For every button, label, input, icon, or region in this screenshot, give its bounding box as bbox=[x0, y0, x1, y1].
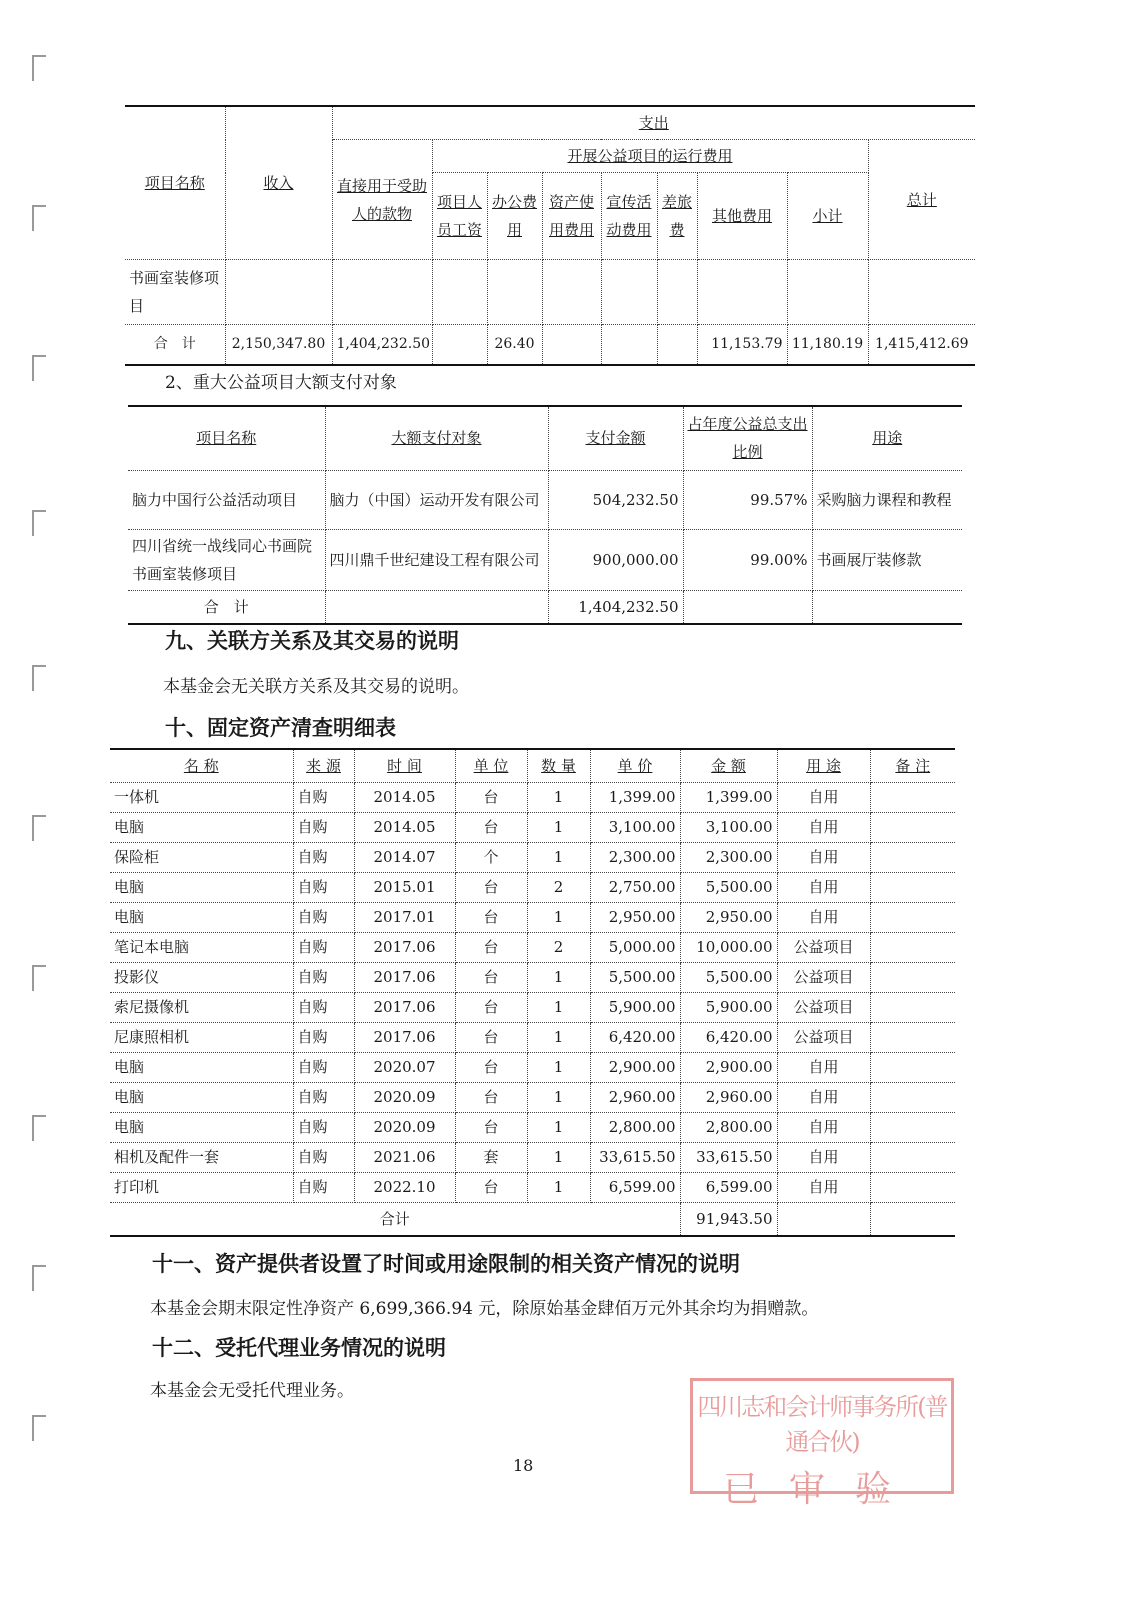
section10-title: 十、固定资产清查明细表 bbox=[165, 715, 396, 740]
binding-mark bbox=[32, 205, 46, 231]
binding-mark bbox=[32, 510, 46, 536]
section2-title: 2、重大公益项目大额支付对象 bbox=[165, 373, 397, 393]
column-header: 用途 bbox=[812, 406, 962, 470]
large-payment-table bbox=[128, 405, 962, 625]
header-opex: 开展公益项目的运行费用 bbox=[432, 140, 868, 173]
table-row bbox=[110, 813, 955, 843]
section12-text: 本基金会无受托代理业务。 bbox=[150, 1381, 354, 1401]
total-label: 合 计 bbox=[128, 590, 325, 624]
table-cell: 1 bbox=[527, 1113, 590, 1143]
table-cell: 自购 bbox=[293, 1083, 354, 1113]
table-cell: 99.00% bbox=[683, 529, 812, 590]
table-cell: 公益项目 bbox=[777, 1023, 870, 1053]
table-row bbox=[110, 783, 955, 813]
section11-title: 十一、资产提供者设置了时间或用途限制的相关资产情况的说明 bbox=[152, 1251, 740, 1276]
table-cell: 1 bbox=[527, 843, 590, 873]
table-cell: 电脑 bbox=[110, 1113, 293, 1143]
table-cell: 2022.10 bbox=[354, 1173, 455, 1203]
section12-title: 十二、受托代理业务情况的说明 bbox=[152, 1335, 446, 1360]
table-cell: 台 bbox=[455, 933, 527, 963]
table-cell: 5,000.00 bbox=[590, 933, 680, 963]
binding-mark bbox=[32, 815, 46, 841]
table-cell: 33,615.50 bbox=[680, 1143, 777, 1173]
table-cell: 电脑 bbox=[110, 813, 293, 843]
table-cell: 2020.09 bbox=[354, 1083, 455, 1113]
table-cell: 2015.01 bbox=[354, 873, 455, 903]
header-row bbox=[128, 406, 962, 470]
section11-text: 本基金会期末限定性净资产 6,699,366.94 元，除原始基金肆佰万元外其余均为捐赠款。 bbox=[150, 1299, 819, 1319]
header-total: 总计 bbox=[868, 140, 975, 260]
table-cell bbox=[870, 813, 955, 843]
table-cell: 台 bbox=[455, 963, 527, 993]
table-cell: 自购 bbox=[293, 873, 354, 903]
total-row bbox=[110, 1203, 955, 1237]
table-cell: 个 bbox=[455, 843, 527, 873]
table-cell: 2,960.00 bbox=[680, 1083, 777, 1113]
table-cell bbox=[870, 783, 955, 813]
table-cell: 2020.09 bbox=[354, 1113, 455, 1143]
table-cell: 1 bbox=[527, 1023, 590, 1053]
table-cell: 2,950.00 bbox=[590, 903, 680, 933]
table-cell: 33,615.50 bbox=[590, 1143, 680, 1173]
table-cell: 5,900.00 bbox=[590, 993, 680, 1023]
table-row bbox=[128, 470, 962, 529]
table-cell: 自购 bbox=[293, 1173, 354, 1203]
table-cell: 自购 bbox=[293, 843, 354, 873]
table-cell: 四川省统一战线同心书画院书画室装修项目 bbox=[128, 529, 325, 590]
table-cell: 电脑 bbox=[110, 903, 293, 933]
table-cell: 台 bbox=[455, 873, 527, 903]
table-cell: 四川鼎千世纪建设工程有限公司 bbox=[325, 529, 548, 590]
table-cell: 自购 bbox=[293, 783, 354, 813]
table-cell: 1 bbox=[527, 813, 590, 843]
table-cell: 自购 bbox=[293, 1053, 354, 1083]
table-cell: 自用 bbox=[777, 1113, 870, 1143]
table-cell: 504,232.50 bbox=[548, 470, 683, 529]
binding-mark bbox=[32, 1115, 46, 1141]
column-header: 备 注 bbox=[870, 749, 955, 783]
table-cell: 2,300.00 bbox=[590, 843, 680, 873]
table-cell: 台 bbox=[455, 813, 527, 843]
table-cell: 套 bbox=[455, 1143, 527, 1173]
table-cell: 5,500.00 bbox=[590, 963, 680, 993]
table-cell: 2,900.00 bbox=[680, 1053, 777, 1083]
table-cell bbox=[870, 843, 955, 873]
column-header: 单 位 bbox=[455, 749, 527, 783]
total-label: 合 计 bbox=[125, 325, 225, 365]
total-total: 1,415,412.69 bbox=[868, 325, 975, 365]
table-cell: 5,500.00 bbox=[680, 963, 777, 993]
table-row bbox=[110, 1053, 955, 1083]
table-cell: 1,399.00 bbox=[590, 783, 680, 813]
table-cell: 6,420.00 bbox=[680, 1023, 777, 1053]
total-subtotal: 11,180.19 bbox=[787, 325, 868, 365]
table-cell: 10,000.00 bbox=[680, 933, 777, 963]
table-row bbox=[110, 843, 955, 873]
header-subtotal: 小计 bbox=[787, 173, 868, 260]
total-income: 2,150,347.80 bbox=[225, 325, 332, 365]
column-header: 数 量 bbox=[527, 749, 590, 783]
table-cell: 公益项目 bbox=[777, 933, 870, 963]
header-salary: 项目人员工资 bbox=[432, 173, 487, 260]
table-cell: 打印机 bbox=[110, 1173, 293, 1203]
table-cell: 电脑 bbox=[110, 1053, 293, 1083]
table-cell: 2021.06 bbox=[354, 1143, 455, 1173]
table-cell: 自用 bbox=[777, 1173, 870, 1203]
column-header: 金 额 bbox=[680, 749, 777, 783]
table-cell: 1 bbox=[527, 1143, 590, 1173]
table-cell: 自用 bbox=[777, 813, 870, 843]
table-cell: 6,599.00 bbox=[680, 1173, 777, 1203]
total-other: 11,153.79 bbox=[697, 325, 787, 365]
binding-mark bbox=[32, 355, 46, 381]
table-cell bbox=[870, 903, 955, 933]
column-header: 名 称 bbox=[110, 749, 293, 783]
column-header: 占年度公益总支出比例 bbox=[683, 406, 812, 470]
table-cell: 2,300.00 bbox=[680, 843, 777, 873]
table-cell: 自用 bbox=[777, 1083, 870, 1113]
table-row bbox=[110, 933, 955, 963]
table-cell: 台 bbox=[455, 1173, 527, 1203]
table-cell: 自用 bbox=[777, 783, 870, 813]
header-promo: 宣传活动费用 bbox=[601, 173, 657, 260]
table-cell: 5,500.00 bbox=[680, 873, 777, 903]
table-cell: 1,399.00 bbox=[680, 783, 777, 813]
column-header: 用 途 bbox=[777, 749, 870, 783]
table-cell bbox=[870, 1023, 955, 1053]
table-cell: 6,599.00 bbox=[590, 1173, 680, 1203]
table-cell bbox=[870, 963, 955, 993]
table-cell: 脑力中国行公益活动项目 bbox=[128, 470, 325, 529]
column-header: 大额支付对象 bbox=[325, 406, 548, 470]
column-header: 来 源 bbox=[293, 749, 354, 783]
table-cell: 一体机 bbox=[110, 783, 293, 813]
table-cell: 2020.07 bbox=[354, 1053, 455, 1083]
table-cell: 脑力（中国）运动开发有限公司 bbox=[325, 470, 548, 529]
table-cell: 自购 bbox=[293, 963, 354, 993]
table-cell: 5,900.00 bbox=[680, 993, 777, 1023]
stamp-firm: 四川志和会计师事务所(普通合伙) bbox=[697, 1393, 947, 1456]
table-cell: 自购 bbox=[293, 933, 354, 963]
table-cell: 电脑 bbox=[110, 1083, 293, 1113]
table-cell: 2014.05 bbox=[354, 813, 455, 843]
total-amount: 91,943.50 bbox=[680, 1203, 777, 1237]
table-cell: 公益项目 bbox=[777, 993, 870, 1023]
header-direct: 直接用于受助人的款物 bbox=[332, 140, 432, 260]
header-travel: 差旅费 bbox=[657, 173, 697, 260]
table-cell: 公益项目 bbox=[777, 963, 870, 993]
total-direct: 1,404,232.50 bbox=[332, 325, 432, 365]
column-header: 单 价 bbox=[590, 749, 680, 783]
binding-mark bbox=[32, 665, 46, 691]
table-cell: 1 bbox=[527, 963, 590, 993]
binding-mark bbox=[32, 1415, 46, 1441]
table-cell: 1 bbox=[527, 1173, 590, 1203]
table-cell: 2017.06 bbox=[354, 933, 455, 963]
table-cell bbox=[870, 993, 955, 1023]
table-cell bbox=[870, 1083, 955, 1113]
table-cell: 台 bbox=[455, 903, 527, 933]
table-cell: 台 bbox=[455, 1053, 527, 1083]
project-expense-table bbox=[125, 105, 975, 366]
table-cell: 99.57% bbox=[683, 470, 812, 529]
header-other: 其他费用 bbox=[697, 173, 787, 260]
table-cell: 自用 bbox=[777, 843, 870, 873]
table-row bbox=[128, 529, 962, 590]
binding-mark bbox=[32, 55, 46, 81]
row-name: 书画室装修项目 bbox=[125, 260, 225, 325]
table-row bbox=[110, 1113, 955, 1143]
table-row bbox=[110, 1023, 955, 1053]
fixed-asset-table bbox=[110, 748, 955, 1237]
total-office: 26.40 bbox=[487, 325, 542, 365]
table-cell: 台 bbox=[455, 993, 527, 1023]
table-cell: 6,420.00 bbox=[590, 1023, 680, 1053]
header-expense: 支出 bbox=[332, 106, 975, 140]
table-cell: 索尼摄像机 bbox=[110, 993, 293, 1023]
table-cell: 自购 bbox=[293, 1113, 354, 1143]
table-cell: 2017.06 bbox=[354, 963, 455, 993]
table-cell: 2017.01 bbox=[354, 903, 455, 933]
table-cell: 笔记本电脑 bbox=[110, 933, 293, 963]
stamp-verified: 已审验 bbox=[722, 1469, 921, 1510]
table-cell: 书画展厅装修款 bbox=[812, 529, 962, 590]
total-row bbox=[128, 590, 962, 624]
table-cell: 2,900.00 bbox=[590, 1053, 680, 1083]
table-cell bbox=[870, 873, 955, 903]
table-row bbox=[110, 993, 955, 1023]
table-cell: 2 bbox=[527, 873, 590, 903]
table-cell: 2014.05 bbox=[354, 783, 455, 813]
table-cell bbox=[870, 1053, 955, 1083]
table-cell: 1 bbox=[527, 1083, 590, 1113]
table-cell: 自用 bbox=[777, 873, 870, 903]
table-cell: 自购 bbox=[293, 903, 354, 933]
total-label: 合计 bbox=[110, 1203, 680, 1237]
table-cell: 投影仪 bbox=[110, 963, 293, 993]
table-cell: 相机及配件一套 bbox=[110, 1143, 293, 1173]
table-cell bbox=[870, 1173, 955, 1203]
table-cell: 保险柜 bbox=[110, 843, 293, 873]
table-cell: 2,950.00 bbox=[680, 903, 777, 933]
table-cell bbox=[870, 933, 955, 963]
page-number: 18 bbox=[513, 1456, 534, 1475]
table-cell: 2 bbox=[527, 933, 590, 963]
table-cell: 自购 bbox=[293, 993, 354, 1023]
section9-title: 九、关联方关系及其交易的说明 bbox=[165, 628, 459, 653]
column-header: 项目名称 bbox=[128, 406, 325, 470]
table-cell: 电脑 bbox=[110, 873, 293, 903]
column-header: 时 间 bbox=[354, 749, 455, 783]
table-row bbox=[110, 903, 955, 933]
table-cell: 3,100.00 bbox=[590, 813, 680, 843]
table-cell: 采购脑力课程和教程 bbox=[812, 470, 962, 529]
table-cell: 2014.07 bbox=[354, 843, 455, 873]
table-cell: 台 bbox=[455, 1083, 527, 1113]
table-cell: 自用 bbox=[777, 903, 870, 933]
table-cell bbox=[870, 1143, 955, 1173]
table-cell: 3,100.00 bbox=[680, 813, 777, 843]
header-income: 收入 bbox=[225, 106, 332, 260]
header-office: 办公费用 bbox=[487, 173, 542, 260]
table-row bbox=[110, 1173, 955, 1203]
header-asset: 资产使用费用 bbox=[542, 173, 601, 260]
table-cell: 自购 bbox=[293, 1143, 354, 1173]
table-row bbox=[110, 1083, 955, 1113]
table-cell: 2017.06 bbox=[354, 993, 455, 1023]
table-cell: 2,800.00 bbox=[590, 1113, 680, 1143]
table-cell bbox=[870, 1113, 955, 1143]
table-cell: 1 bbox=[527, 903, 590, 933]
column-header: 支付金额 bbox=[548, 406, 683, 470]
table-cell: 自购 bbox=[293, 813, 354, 843]
binding-mark bbox=[32, 965, 46, 991]
table-cell: 台 bbox=[455, 1023, 527, 1053]
table-row bbox=[110, 1143, 955, 1173]
table-row bbox=[110, 963, 955, 993]
table-cell: 自用 bbox=[777, 1143, 870, 1173]
section9-text: 本基金会无关联方关系及其交易的说明。 bbox=[163, 677, 469, 697]
table-cell: 2,960.00 bbox=[590, 1083, 680, 1113]
total-amount: 1,404,232.50 bbox=[548, 590, 683, 624]
table-cell: 1 bbox=[527, 1053, 590, 1083]
table-cell: 自用 bbox=[777, 1053, 870, 1083]
table-cell: 台 bbox=[455, 783, 527, 813]
table-cell: 自购 bbox=[293, 1023, 354, 1053]
table-cell: 台 bbox=[455, 1113, 527, 1143]
audit-stamp bbox=[690, 1378, 954, 1510]
header-project-name: 项目名称 bbox=[125, 106, 225, 260]
table-cell: 2,800.00 bbox=[680, 1113, 777, 1143]
table-cell: 2017.06 bbox=[354, 1023, 455, 1053]
table-row bbox=[110, 873, 955, 903]
table-cell: 1 bbox=[527, 993, 590, 1023]
table-cell: 1 bbox=[527, 783, 590, 813]
binding-mark bbox=[32, 1265, 46, 1291]
table-cell: 2,750.00 bbox=[590, 873, 680, 903]
table-cell: 尼康照相机 bbox=[110, 1023, 293, 1053]
table-cell: 900,000.00 bbox=[548, 529, 683, 590]
header-row bbox=[110, 749, 955, 783]
